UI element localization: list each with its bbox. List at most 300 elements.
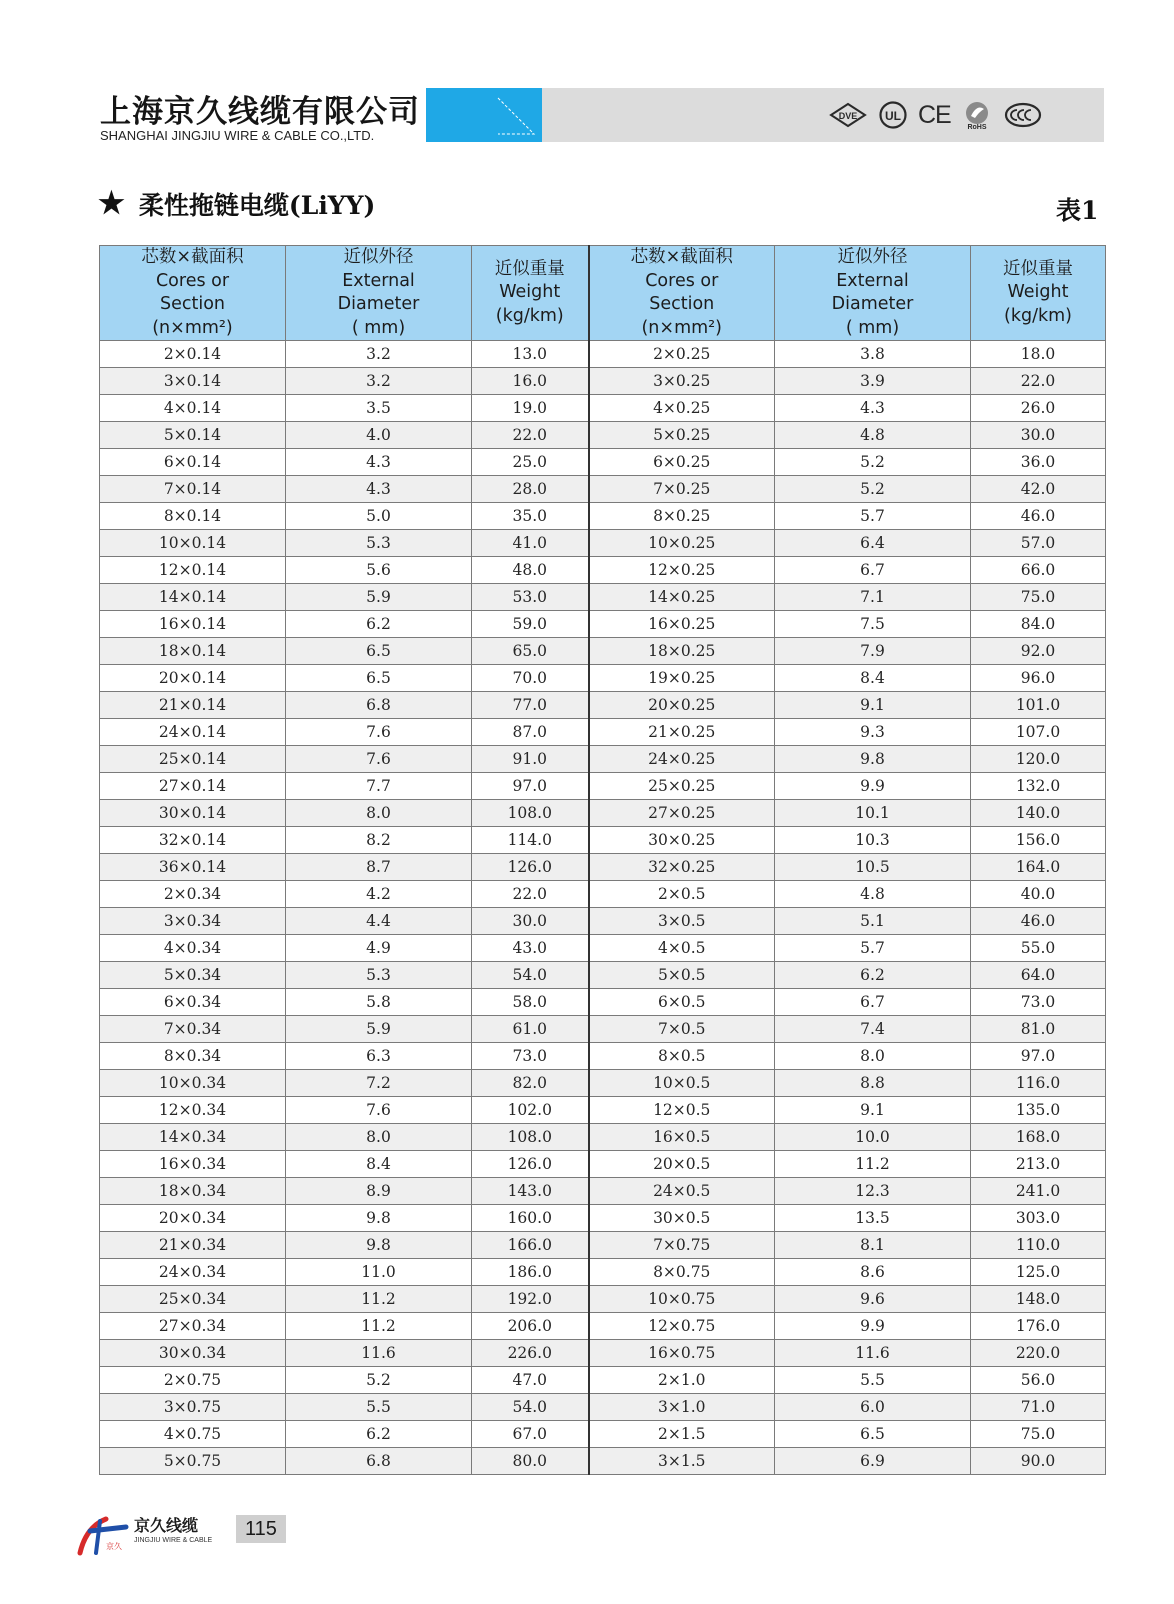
weight-cell: 22.0 bbox=[971, 368, 1106, 395]
external-diameter-cell: 4.3 bbox=[775, 395, 971, 422]
external-diameter-cell: 6.5 bbox=[775, 1421, 971, 1448]
external-diameter-cell: 8.8 bbox=[775, 1070, 971, 1097]
weight-cell: 164.0 bbox=[971, 854, 1106, 881]
weight-cell: 26.0 bbox=[971, 395, 1106, 422]
external-diameter-cell: 6.9 bbox=[775, 1448, 971, 1475]
weight-cell: 101.0 bbox=[971, 692, 1106, 719]
col-header-line: Weight bbox=[1007, 282, 1069, 303]
external-diameter-cell: 5.1 bbox=[775, 908, 971, 935]
weight-cell: 16.0 bbox=[472, 368, 589, 395]
external-diameter-cell: 11.2 bbox=[286, 1286, 472, 1313]
cores-section-cell: 8×0.5 bbox=[589, 1043, 775, 1070]
external-diameter-cell: 7.6 bbox=[286, 746, 472, 773]
page-number: 115 bbox=[236, 1515, 286, 1543]
external-diameter-cell: 9.8 bbox=[775, 746, 971, 773]
col-header-line: Section bbox=[649, 294, 715, 314]
cores-section-cell: 14×0.14 bbox=[100, 584, 286, 611]
table-row bbox=[100, 1448, 1106, 1475]
cores-section-cell: 8×0.14 bbox=[100, 503, 286, 530]
cores-section-cell: 25×0.14 bbox=[100, 746, 286, 773]
cores-section-cell: 12×0.25 bbox=[589, 557, 775, 584]
external-diameter-cell: 9.9 bbox=[775, 1313, 971, 1340]
svg-text:UL: UL bbox=[885, 109, 901, 123]
cores-section-cell: 8×0.75 bbox=[589, 1259, 775, 1286]
cores-section-cell: 2×0.34 bbox=[100, 881, 286, 908]
external-diameter-cell: 8.0 bbox=[286, 800, 472, 827]
dashed-corner-icon bbox=[426, 88, 542, 142]
cores-section-cell: 7×0.25 bbox=[589, 476, 775, 503]
weight-cell: 46.0 bbox=[971, 908, 1106, 935]
section-title bbox=[98, 186, 375, 222]
weight-cell: 30.0 bbox=[971, 422, 1106, 449]
table-row bbox=[100, 1097, 1106, 1124]
weight-cell: 13.0 bbox=[472, 341, 589, 368]
cores-section-cell: 36×0.14 bbox=[100, 854, 286, 881]
weight-cell: 82.0 bbox=[472, 1070, 589, 1097]
col-header-line: External bbox=[342, 270, 415, 291]
weight-cell: 92.0 bbox=[971, 638, 1106, 665]
external-diameter-cell: 10.3 bbox=[775, 827, 971, 854]
cores-section-cell: 24×0.34 bbox=[100, 1259, 286, 1286]
col-header-cores-section bbox=[589, 246, 775, 341]
external-diameter-cell: 5.5 bbox=[775, 1367, 971, 1394]
table-row bbox=[100, 935, 1106, 962]
external-diameter-cell: 9.8 bbox=[286, 1232, 472, 1259]
ccc-mark-icon bbox=[1003, 101, 1043, 129]
weight-cell: 84.0 bbox=[971, 611, 1106, 638]
external-diameter-cell: 8.4 bbox=[775, 665, 971, 692]
table-row bbox=[100, 341, 1106, 368]
jingjiu-logo-icon bbox=[76, 1509, 132, 1559]
external-diameter-cell: 5.0 bbox=[286, 503, 472, 530]
cores-section-cell: 20×0.14 bbox=[100, 665, 286, 692]
weight-cell: 70.0 bbox=[472, 665, 589, 692]
external-diameter-cell: 9.3 bbox=[775, 719, 971, 746]
external-diameter-cell: 8.0 bbox=[286, 1124, 472, 1151]
weight-cell: 107.0 bbox=[971, 719, 1106, 746]
weight-cell: 132.0 bbox=[971, 773, 1106, 800]
col-header-line: Cores or bbox=[645, 270, 719, 291]
table-row bbox=[100, 1151, 1106, 1178]
weight-cell: 40.0 bbox=[971, 881, 1106, 908]
cores-section-cell: 12×0.14 bbox=[100, 557, 286, 584]
external-diameter-cell: 7.6 bbox=[286, 719, 472, 746]
weight-cell: 303.0 bbox=[971, 1205, 1106, 1232]
weight-cell: 114.0 bbox=[472, 827, 589, 854]
cores-section-cell: 3×0.5 bbox=[589, 908, 775, 935]
weight-cell: 148.0 bbox=[971, 1286, 1106, 1313]
weight-cell: 64.0 bbox=[971, 962, 1106, 989]
cores-section-cell: 12×0.75 bbox=[589, 1313, 775, 1340]
table-row bbox=[100, 1340, 1106, 1367]
cores-section-cell: 5×0.14 bbox=[100, 422, 286, 449]
weight-cell: 30.0 bbox=[472, 908, 589, 935]
cores-section-cell: 16×0.34 bbox=[100, 1151, 286, 1178]
col-header-line: Weight bbox=[499, 282, 561, 303]
table-row bbox=[100, 692, 1106, 719]
weight-cell: 77.0 bbox=[472, 692, 589, 719]
cores-section-cell: 30×0.34 bbox=[100, 1340, 286, 1367]
weight-cell: 241.0 bbox=[971, 1178, 1106, 1205]
external-diameter-cell: 8.0 bbox=[775, 1043, 971, 1070]
vde-mark-icon bbox=[828, 102, 868, 128]
weight-cell: 87.0 bbox=[472, 719, 589, 746]
cores-section-cell: 5×0.25 bbox=[589, 422, 775, 449]
weight-cell: 54.0 bbox=[472, 962, 589, 989]
ul-mark-icon bbox=[878, 100, 908, 130]
weight-cell: 57.0 bbox=[971, 530, 1106, 557]
table-row bbox=[100, 665, 1106, 692]
external-diameter-cell: 4.4 bbox=[286, 908, 472, 935]
cores-section-cell: 2×1.5 bbox=[589, 1421, 775, 1448]
cores-section-cell: 4×0.34 bbox=[100, 935, 286, 962]
weight-cell: 71.0 bbox=[971, 1394, 1106, 1421]
external-diameter-cell: 3.9 bbox=[775, 368, 971, 395]
external-diameter-cell: 13.5 bbox=[775, 1205, 971, 1232]
cores-section-cell: 4×0.14 bbox=[100, 395, 286, 422]
external-diameter-cell: 6.0 bbox=[775, 1394, 971, 1421]
external-diameter-cell: 7.2 bbox=[286, 1070, 472, 1097]
weight-cell: 81.0 bbox=[971, 1016, 1106, 1043]
weight-cell: 47.0 bbox=[472, 1367, 589, 1394]
table-row bbox=[100, 1259, 1106, 1286]
cores-section-cell: 7×0.75 bbox=[589, 1232, 775, 1259]
cores-section-cell: 6×0.34 bbox=[100, 989, 286, 1016]
weight-cell: 120.0 bbox=[971, 746, 1106, 773]
table-row bbox=[100, 1016, 1106, 1043]
col-header-line: 芯数×截面积 bbox=[141, 247, 244, 267]
cores-section-cell: 3×0.25 bbox=[589, 368, 775, 395]
table-header-row bbox=[100, 246, 1106, 341]
table-row bbox=[100, 1232, 1106, 1259]
external-diameter-cell: 6.7 bbox=[775, 557, 971, 584]
weight-cell: 186.0 bbox=[472, 1259, 589, 1286]
weight-cell: 22.0 bbox=[472, 422, 589, 449]
cores-section-cell: 4×0.25 bbox=[589, 395, 775, 422]
external-diameter-cell: 4.8 bbox=[775, 422, 971, 449]
external-diameter-cell: 11.6 bbox=[286, 1340, 472, 1367]
star-icon: ★ bbox=[98, 186, 125, 221]
weight-cell: 56.0 bbox=[971, 1367, 1106, 1394]
table-row bbox=[100, 368, 1106, 395]
external-diameter-cell: 9.9 bbox=[775, 773, 971, 800]
cores-section-cell: 30×0.14 bbox=[100, 800, 286, 827]
external-diameter-cell: 6.5 bbox=[286, 638, 472, 665]
external-diameter-cell: 10.5 bbox=[775, 854, 971, 881]
weight-cell: 18.0 bbox=[971, 341, 1106, 368]
external-diameter-cell: 5.2 bbox=[775, 449, 971, 476]
table-row bbox=[100, 1124, 1106, 1151]
weight-cell: 108.0 bbox=[472, 1124, 589, 1151]
weight-cell: 220.0 bbox=[971, 1340, 1106, 1367]
table-row bbox=[100, 530, 1106, 557]
cores-section-cell: 5×0.75 bbox=[100, 1448, 286, 1475]
external-diameter-cell: 8.1 bbox=[775, 1232, 971, 1259]
col-header-line: 近似重量 bbox=[1003, 258, 1073, 279]
external-diameter-cell: 5.2 bbox=[286, 1367, 472, 1394]
footer-brand-cn: 京久线缆 bbox=[134, 1516, 199, 1535]
external-diameter-cell: 7.1 bbox=[775, 584, 971, 611]
cores-section-cell: 2×1.0 bbox=[589, 1367, 775, 1394]
cores-section-cell: 27×0.14 bbox=[100, 773, 286, 800]
weight-cell: 80.0 bbox=[472, 1448, 589, 1475]
table-row bbox=[100, 1070, 1106, 1097]
weight-cell: 102.0 bbox=[472, 1097, 589, 1124]
cores-section-cell: 4×0.5 bbox=[589, 935, 775, 962]
table-row bbox=[100, 1394, 1106, 1421]
table-row bbox=[100, 1205, 1106, 1232]
external-diameter-cell: 7.5 bbox=[775, 611, 971, 638]
table-row bbox=[100, 476, 1106, 503]
col-header-line: 芯数×截面积 bbox=[630, 247, 733, 267]
company-name-cn: 上海京久线缆有限公司 bbox=[100, 94, 420, 130]
cores-section-cell: 10×0.75 bbox=[589, 1286, 775, 1313]
cores-section-cell: 10×0.5 bbox=[589, 1070, 775, 1097]
cores-section-cell: 10×0.14 bbox=[100, 530, 286, 557]
external-diameter-cell: 9.6 bbox=[775, 1286, 971, 1313]
external-diameter-cell: 6.3 bbox=[286, 1043, 472, 1070]
external-diameter-cell: 3.5 bbox=[286, 395, 472, 422]
table-row bbox=[100, 746, 1106, 773]
weight-cell: 75.0 bbox=[971, 1421, 1106, 1448]
col-header-line: 近似重量 bbox=[494, 258, 565, 279]
col-header-line: (n×mm²) bbox=[641, 317, 723, 338]
external-diameter-cell: 6.8 bbox=[286, 692, 472, 719]
table-number: 表1 bbox=[1056, 196, 1099, 225]
table-row bbox=[100, 773, 1106, 800]
weight-cell: 67.0 bbox=[472, 1421, 589, 1448]
external-diameter-cell: 11.6 bbox=[775, 1340, 971, 1367]
external-diameter-cell: 8.6 bbox=[775, 1259, 971, 1286]
cores-section-cell: 14×0.34 bbox=[100, 1124, 286, 1151]
cores-section-cell: 12×0.34 bbox=[100, 1097, 286, 1124]
cores-section-cell: 2×0.5 bbox=[589, 881, 775, 908]
external-diameter-cell: 10.0 bbox=[775, 1124, 971, 1151]
external-diameter-cell: 5.9 bbox=[286, 584, 472, 611]
cores-section-cell: 21×0.25 bbox=[589, 719, 775, 746]
cores-section-cell: 3×1.0 bbox=[589, 1394, 775, 1421]
cores-section-cell: 10×0.34 bbox=[100, 1070, 286, 1097]
external-diameter-cell: 7.4 bbox=[775, 1016, 971, 1043]
table-row bbox=[100, 719, 1106, 746]
cores-section-cell: 5×0.5 bbox=[589, 962, 775, 989]
svg-text:DVE: DVE bbox=[838, 111, 858, 121]
weight-cell: 96.0 bbox=[971, 665, 1106, 692]
cores-section-cell: 16×0.14 bbox=[100, 611, 286, 638]
cores-section-cell: 3×0.14 bbox=[100, 368, 286, 395]
col-header-line: Diameter bbox=[337, 294, 420, 314]
col-header-line: (kg/km) bbox=[1004, 305, 1072, 326]
table-row bbox=[100, 1421, 1106, 1448]
external-diameter-cell: 6.8 bbox=[286, 1448, 472, 1475]
weight-cell: 42.0 bbox=[971, 476, 1106, 503]
weight-cell: 213.0 bbox=[971, 1151, 1106, 1178]
ce-mark-icon: CE bbox=[918, 100, 951, 129]
weight-cell: 54.0 bbox=[472, 1394, 589, 1421]
col-header-line: (kg/km) bbox=[495, 305, 564, 326]
cores-section-cell: 6×0.5 bbox=[589, 989, 775, 1016]
cores-section-cell: 21×0.34 bbox=[100, 1232, 286, 1259]
weight-cell: 168.0 bbox=[971, 1124, 1106, 1151]
table-row bbox=[100, 503, 1106, 530]
cores-section-cell: 7×0.34 bbox=[100, 1016, 286, 1043]
col-header-external-diameter bbox=[775, 246, 971, 341]
external-diameter-cell: 8.4 bbox=[286, 1151, 472, 1178]
external-diameter-cell: 7.9 bbox=[775, 638, 971, 665]
external-diameter-cell: 9.1 bbox=[775, 1097, 971, 1124]
cores-section-cell: 12×0.5 bbox=[589, 1097, 775, 1124]
weight-cell: 97.0 bbox=[971, 1043, 1106, 1070]
table-row bbox=[100, 449, 1106, 476]
cores-section-cell: 30×0.5 bbox=[589, 1205, 775, 1232]
weight-cell: 135.0 bbox=[971, 1097, 1106, 1124]
table-body bbox=[100, 341, 1106, 1475]
external-diameter-cell: 11.2 bbox=[286, 1313, 472, 1340]
external-diameter-cell: 8.7 bbox=[286, 854, 472, 881]
weight-cell: 35.0 bbox=[472, 503, 589, 530]
external-diameter-cell: 6.2 bbox=[286, 1421, 472, 1448]
table-row bbox=[100, 827, 1106, 854]
cores-section-cell: 7×0.5 bbox=[589, 1016, 775, 1043]
weight-cell: 75.0 bbox=[971, 584, 1106, 611]
table-row bbox=[100, 422, 1106, 449]
weight-cell: 28.0 bbox=[472, 476, 589, 503]
table-row bbox=[100, 638, 1106, 665]
weight-cell: 140.0 bbox=[971, 800, 1106, 827]
external-diameter-cell: 11.0 bbox=[286, 1259, 472, 1286]
external-diameter-cell: 4.9 bbox=[286, 935, 472, 962]
cores-section-cell: 30×0.25 bbox=[589, 827, 775, 854]
external-diameter-cell: 6.2 bbox=[775, 962, 971, 989]
table-row bbox=[100, 611, 1106, 638]
cores-section-cell: 2×0.14 bbox=[100, 341, 286, 368]
table-row bbox=[100, 395, 1106, 422]
cores-section-cell: 8×0.34 bbox=[100, 1043, 286, 1070]
cores-section-cell: 21×0.14 bbox=[100, 692, 286, 719]
table-row bbox=[100, 989, 1106, 1016]
external-diameter-cell: 4.3 bbox=[286, 449, 472, 476]
cores-section-cell: 2×0.75 bbox=[100, 1367, 286, 1394]
table-row bbox=[100, 1367, 1106, 1394]
weight-cell: 41.0 bbox=[472, 530, 589, 557]
weight-cell: 58.0 bbox=[472, 989, 589, 1016]
cores-section-cell: 10×0.25 bbox=[589, 530, 775, 557]
weight-cell: 90.0 bbox=[971, 1448, 1106, 1475]
logo-text: 京久 bbox=[106, 1542, 122, 1551]
weight-cell: 166.0 bbox=[472, 1232, 589, 1259]
external-diameter-cell: 4.3 bbox=[286, 476, 472, 503]
header-accent-block bbox=[426, 88, 542, 142]
external-diameter-cell: 5.7 bbox=[775, 503, 971, 530]
cores-section-cell: 5×0.34 bbox=[100, 962, 286, 989]
weight-cell: 66.0 bbox=[971, 557, 1106, 584]
external-diameter-cell: 8.2 bbox=[286, 827, 472, 854]
col-header-line: ( mm) bbox=[845, 317, 900, 338]
external-diameter-cell: 11.2 bbox=[775, 1151, 971, 1178]
weight-cell: 53.0 bbox=[472, 584, 589, 611]
weight-cell: 55.0 bbox=[971, 935, 1106, 962]
footer-brand-en: JINGJIU WIRE & CABLE bbox=[134, 1537, 213, 1544]
weight-cell: 206.0 bbox=[472, 1313, 589, 1340]
table-row bbox=[100, 1286, 1106, 1313]
external-diameter-cell: 5.2 bbox=[775, 476, 971, 503]
weight-cell: 46.0 bbox=[971, 503, 1106, 530]
company-name-en: SHANGHAI JINGJIU WIRE & CABLE CO.,LTD. bbox=[100, 128, 375, 143]
external-diameter-cell: 3.2 bbox=[286, 341, 472, 368]
weight-cell: 192.0 bbox=[472, 1286, 589, 1313]
weight-cell: 36.0 bbox=[971, 449, 1106, 476]
external-diameter-cell: 6.4 bbox=[775, 530, 971, 557]
weight-cell: 160.0 bbox=[472, 1205, 589, 1232]
cores-section-cell: 3×1.5 bbox=[589, 1448, 775, 1475]
external-diameter-cell: 5.3 bbox=[286, 530, 472, 557]
external-diameter-cell: 7.7 bbox=[286, 773, 472, 800]
col-header-cores-section bbox=[100, 246, 286, 341]
col-header-line: Section bbox=[159, 294, 226, 314]
external-diameter-cell: 7.6 bbox=[286, 1097, 472, 1124]
weight-cell: 116.0 bbox=[971, 1070, 1106, 1097]
cores-section-cell: 20×0.34 bbox=[100, 1205, 286, 1232]
external-diameter-cell: 4.0 bbox=[286, 422, 472, 449]
external-diameter-cell: 6.7 bbox=[775, 989, 971, 1016]
cores-section-cell: 32×0.25 bbox=[589, 854, 775, 881]
external-diameter-cell: 4.2 bbox=[286, 881, 472, 908]
weight-cell: 126.0 bbox=[472, 1151, 589, 1178]
cores-section-cell: 32×0.14 bbox=[100, 827, 286, 854]
col-header-line: 近似外径 bbox=[837, 247, 908, 267]
weight-cell: 73.0 bbox=[472, 1043, 589, 1070]
table-row bbox=[100, 584, 1106, 611]
col-header-line: External bbox=[836, 270, 909, 291]
table-row bbox=[100, 1313, 1106, 1340]
external-diameter-cell: 5.8 bbox=[286, 989, 472, 1016]
cores-section-cell: 8×0.25 bbox=[589, 503, 775, 530]
weight-cell: 110.0 bbox=[971, 1232, 1106, 1259]
cores-section-cell: 25×0.34 bbox=[100, 1286, 286, 1313]
certification-marks bbox=[828, 100, 1043, 130]
cores-section-cell: 18×0.14 bbox=[100, 638, 286, 665]
col-header-line: ( mm) bbox=[351, 317, 406, 338]
cores-section-cell: 20×0.25 bbox=[589, 692, 775, 719]
col-header-line: 近似外径 bbox=[343, 247, 414, 267]
weight-cell: 73.0 bbox=[971, 989, 1106, 1016]
cores-section-cell: 3×0.75 bbox=[100, 1394, 286, 1421]
cores-section-cell: 16×0.5 bbox=[589, 1124, 775, 1151]
cores-section-cell: 4×0.75 bbox=[100, 1421, 286, 1448]
table-row bbox=[100, 881, 1106, 908]
external-diameter-cell: 8.9 bbox=[286, 1178, 472, 1205]
weight-cell: 108.0 bbox=[472, 800, 589, 827]
cores-section-cell: 16×0.75 bbox=[589, 1340, 775, 1367]
col-header-weight bbox=[472, 246, 589, 341]
weight-cell: 48.0 bbox=[472, 557, 589, 584]
cores-section-cell: 16×0.25 bbox=[589, 611, 775, 638]
col-header-weight bbox=[971, 246, 1106, 341]
table-row bbox=[100, 962, 1106, 989]
weight-cell: 91.0 bbox=[472, 746, 589, 773]
external-diameter-cell: 5.7 bbox=[775, 935, 971, 962]
weight-cell: 143.0 bbox=[472, 1178, 589, 1205]
cores-section-cell: 25×0.25 bbox=[589, 773, 775, 800]
table-row bbox=[100, 908, 1106, 935]
external-diameter-cell: 5.9 bbox=[286, 1016, 472, 1043]
table-row bbox=[100, 854, 1106, 881]
weight-cell: 176.0 bbox=[971, 1313, 1106, 1340]
external-diameter-cell: 3.8 bbox=[775, 341, 971, 368]
cores-section-cell: 19×0.25 bbox=[589, 665, 775, 692]
external-diameter-cell: 4.8 bbox=[775, 881, 971, 908]
table-row bbox=[100, 1043, 1106, 1070]
